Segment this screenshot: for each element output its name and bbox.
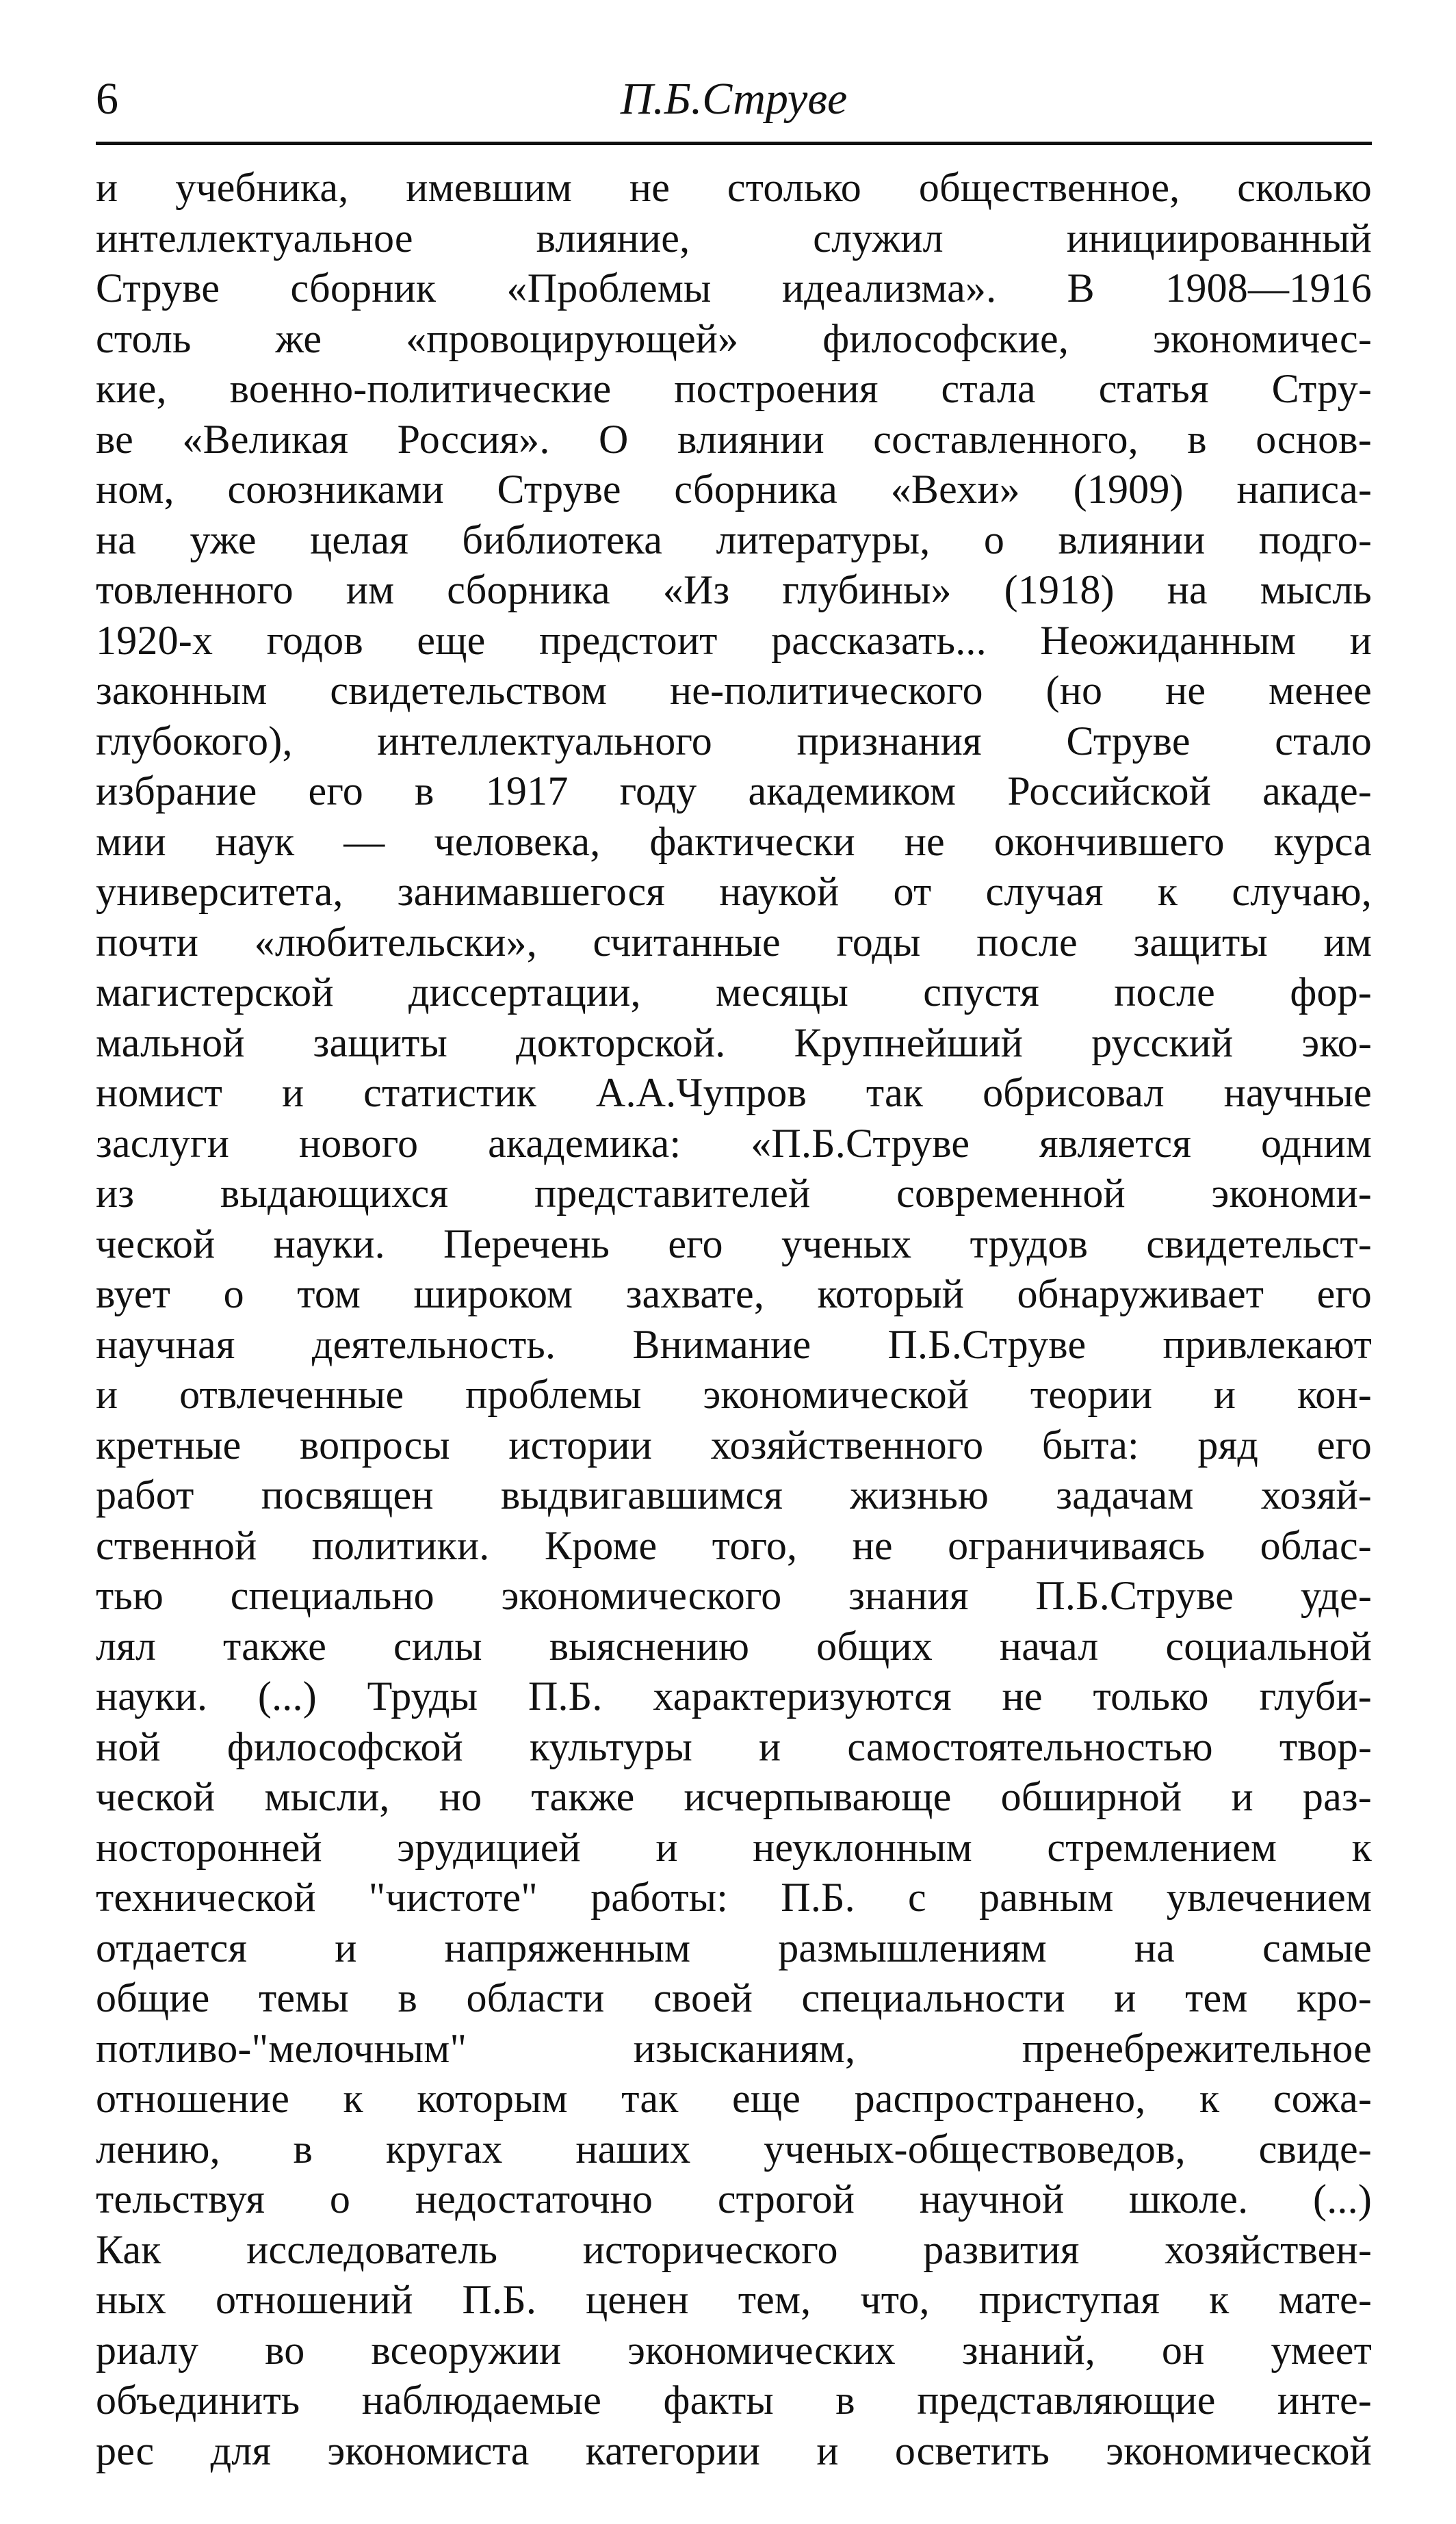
text-line: вует о том широком захвате, который обнаруживает его (96, 1271, 1372, 1316)
text-line: университета, занимавшегося наукой от случая к случаю, (96, 869, 1372, 914)
text-line: лению, в кругах наших ученых-обществоведов, свиде- (96, 2126, 1372, 2172)
text-line: на уже целая библиотека литературы, о влиянии подго- (96, 517, 1372, 562)
text-line: ной философской культуры и самостоятельностью твор- (96, 1723, 1372, 1769)
text-line: ственной политики. Кроме того, не ограничиваясь облас- (96, 1522, 1372, 1568)
text-line: заслуги нового академика: «П.Б.Струве является одним (96, 1120, 1372, 1166)
running-header (96, 65, 1372, 145)
text-line: потливо-"мелочным" изысканиям, пренебрежительное (96, 2025, 1372, 2071)
running-title: П.Б.Струве (620, 74, 848, 124)
text-line: товленного им сборника «Из глубины» (1918) на мысль (96, 567, 1372, 612)
text-line: кие, военно-политические построения стала статья Стру- (96, 366, 1372, 411)
text-line: ном, союзниками Струве сборника «Вехи» (1909) написа- (96, 467, 1372, 512)
text-line: тью специально экономического знания П.Б.Струве уде- (96, 1573, 1372, 1618)
text-line: из выдающихся представителей современной экономи- (96, 1171, 1372, 1216)
book-page (96, 65, 1372, 2476)
text-line: законным свидетельством не-политического (но не менее (96, 668, 1372, 713)
text-line: науки. (...) Труды П.Б. характеризуются не только глуби- (96, 1674, 1372, 1719)
text-line: Как исследователь исторического развития хозяйствен- (96, 2226, 1372, 2272)
text-line: кретные вопросы истории хозяйственного быта: ряд его (96, 1422, 1372, 1468)
text-line: ческой науки. Перечень его ученых трудов свидетельст- (96, 1221, 1372, 1266)
text-line: отдается и напряженным размышлениям на самые (96, 1925, 1372, 1970)
text-line: технической "чистоте" работы: П.Б. с равным увлечением (96, 1875, 1372, 1920)
text-line: и отвлеченные проблемы экономической теории и кон- (96, 1372, 1372, 1417)
text-line: работ посвящен выдвигавшимся жизнью задачам хозяй- (96, 1472, 1372, 1518)
text-line: глубокого), интеллектуального признания Струве стало (96, 718, 1372, 764)
text-line: мальной защиты докторской. Крупнейший русский эко- (96, 1019, 1372, 1065)
text-line: 1920-х годов еще предстоит рассказать... Неожиданным и (96, 617, 1372, 663)
text-line: носторонней эрудицией и неуклонным стремлением к (96, 1824, 1372, 1870)
text-line: тельствуя о недостаточно строгой научной школе. (...) (96, 2176, 1372, 2222)
text-line: столь же «провоцирующей» философские, экономичес- (96, 315, 1372, 361)
text-line: риалу во всеоружии экономических знаний, он умеет (96, 2327, 1372, 2373)
text-line: ве «Великая Россия». О влиянии составленного, в основ- (96, 416, 1372, 462)
text-line: отношение к которым так еще распространено, к сожа- (96, 2076, 1372, 2121)
text-line: ных отношений П.Б. ценен тем, что, приступая к мате- (96, 2277, 1372, 2322)
text-line: магистерской диссертации, месяцы спустя после фор- (96, 970, 1372, 1015)
text-line: избрание его в 1917 году академиком Российской акаде- (96, 768, 1372, 814)
text-line: и учебника, имевшим не столько общественное, сколько (96, 165, 1372, 210)
text-line: объединить наблюдаемые факты в представляющие инте- (96, 2378, 1372, 2423)
text-line: ческой мысли, но также исчерпывающе обширной и раз- (96, 1774, 1372, 1819)
body-text (96, 163, 1372, 2476)
text-line: научная деятельность. Внимание П.Б.Струве привлекают (96, 1321, 1372, 1367)
text-line: Струве сборник «Проблемы идеализма». В 1908—1916 (96, 265, 1372, 311)
text-line: интеллектуальное влияние, служил инициированный (96, 215, 1372, 261)
text-line: общие темы в области своей специальности и тем кро- (96, 1975, 1372, 2020)
text-line: лял также силы выяснению общих начал социальной (96, 1623, 1372, 1669)
text-line: рес для экономиста категории и осветить экономической (96, 2428, 1372, 2473)
text-line: почти «любительски», считанные годы после защиты им (96, 919, 1372, 965)
text-line: мии наук — человека, фактически не окончившего курса (96, 818, 1372, 864)
page-number: 6 (96, 74, 118, 124)
text-line: номист и статистик А.А.Чупров так обрисовал научные (96, 1070, 1372, 1115)
